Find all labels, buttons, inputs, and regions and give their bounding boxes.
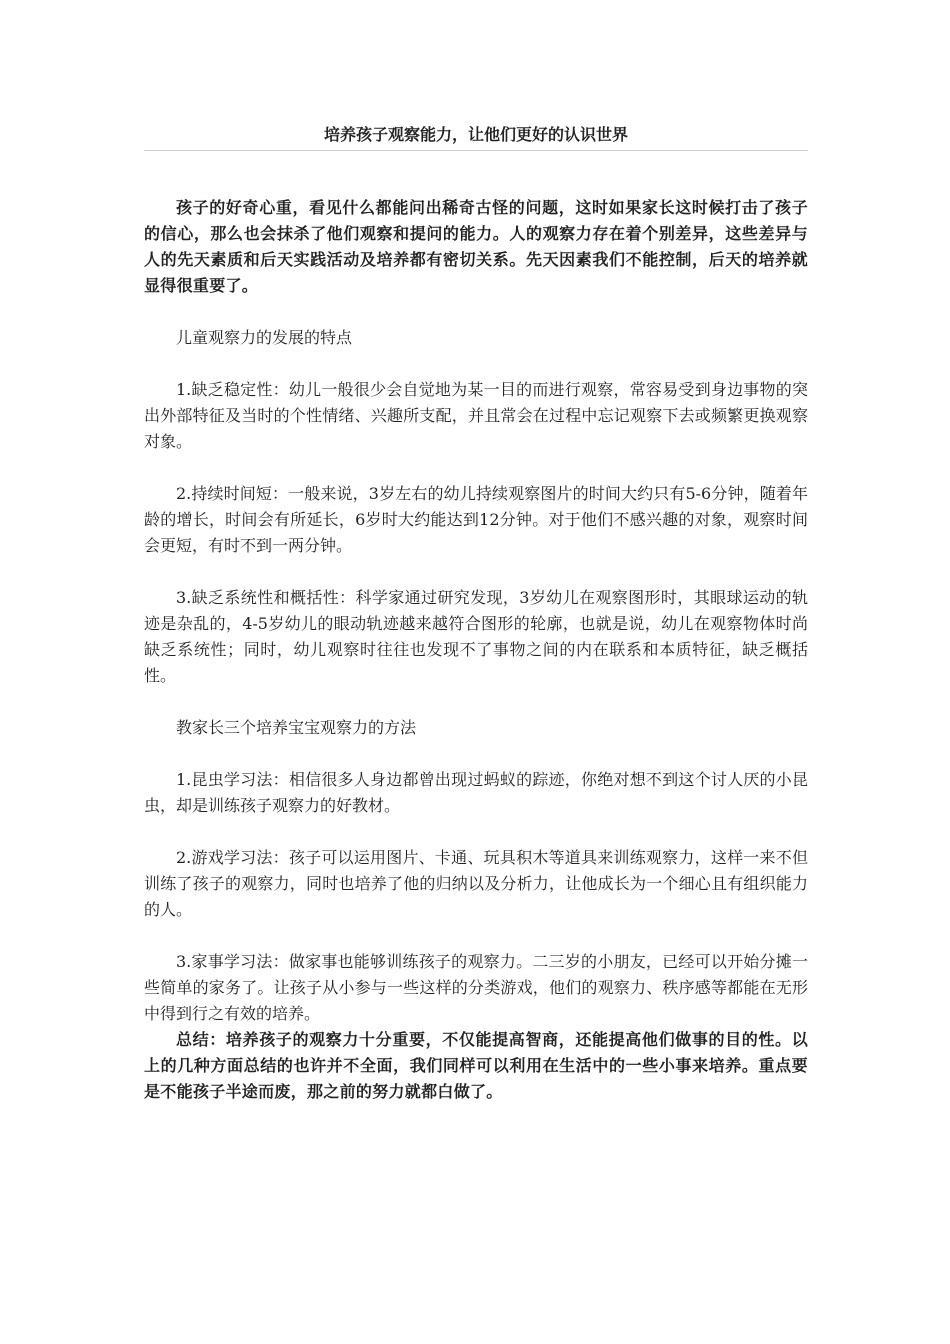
document-title: 培养孩子观察能力，让他们更好的认识世界 [323,125,628,144]
section-heading-methods: 教家长三个培养宝宝观察力的方法 [176,718,417,737]
section-heading-characteristics: 儿童观察力的发展的特点 [176,328,353,347]
paragraph-insect-method: 1.昆虫学习法：相信很多人身边都曾出现过蚂蚁的踪迹，你绝对想不到这个讨人厌的小昆虫，却是训练孩子观察力的好教材。 [144,770,808,815]
paragraph-housework-method: 3.家事学习法：做家事也能够训练孩子的观察力。二三岁的小朋友，已经可以开始分摊一些简单的家务了。让孩子从小参与一些这样的分类游戏，他们的观察力、秩序感等都能在无形中得到行之有效的培养。 [144,952,808,1023]
intro-paragraph: 孩子的好奇心重，看见什么都能问出稀奇古怪的问题，这时如果家长这时候打击了孩子的信心，那么也会抹杀了他们观察和提问的能力。人的观察力存在着个别差异，这些差异与人的先天素质和后天实践活动及培养都有密切关系。先天因素我们不能控制，后天的培养就显得很重要了。 [144,198,808,295]
paragraph-short-duration: 2.持续时间短：一般来说，3岁左右的幼儿持续观察图片的时间大约只有5-6分钟，随着年龄的增长，时间会有所延长，6岁时大约能达到12分钟。对于他们不感兴趣的对象，观察时间会更短，有时不到一两分钟。 [144,484,808,555]
document-body [144,195,808,1105]
title-divider [144,150,808,151]
paragraph-game-method: 2.游戏学习法：孩子可以运用图片、卡通、玩具积木等道具来训练观察力，这样一来不但训练了孩子的观察力，同时也培养了他的归纳以及分析力，让他成长为一个细心且有组织能力的人。 [144,848,808,919]
paragraph-lack-of-system: 3.缺乏系统性和概括性：科学家通过研究发现，3岁幼儿在观察图形时，其眼球运动的轨迹是杂乱的，4-5岁幼儿的眼动轨迹越来越符合图形的轮廓，也就是说，幼儿在观察物体时尚缺乏系统性；同时，幼儿观察时往往也发现不了事物之间的内在联系和本质特征，缺乏概括性。 [144,588,808,685]
paragraph-lack-of-stability: 1.缺乏稳定性：幼儿一般很少会自觉地为某一目的而进行观察，常容易受到身边事物的突出外部特征及当时的个性情绪、兴趣所支配，并且常会在过程中忘记观察下去或频繁更换观察对象。 [144,380,808,451]
summary-paragraph: 总结：培养孩子的观察力十分重要，不仅能提高智商，还能提高他们做事的目的性。以上的几种方面总结的也许并不全面，我们同样可以利用在生活中的一些小事来培养。重点要是不能孩子半途而废，那之前的努力就都白做了。 [144,1030,808,1101]
document-page [144,0,808,1105]
